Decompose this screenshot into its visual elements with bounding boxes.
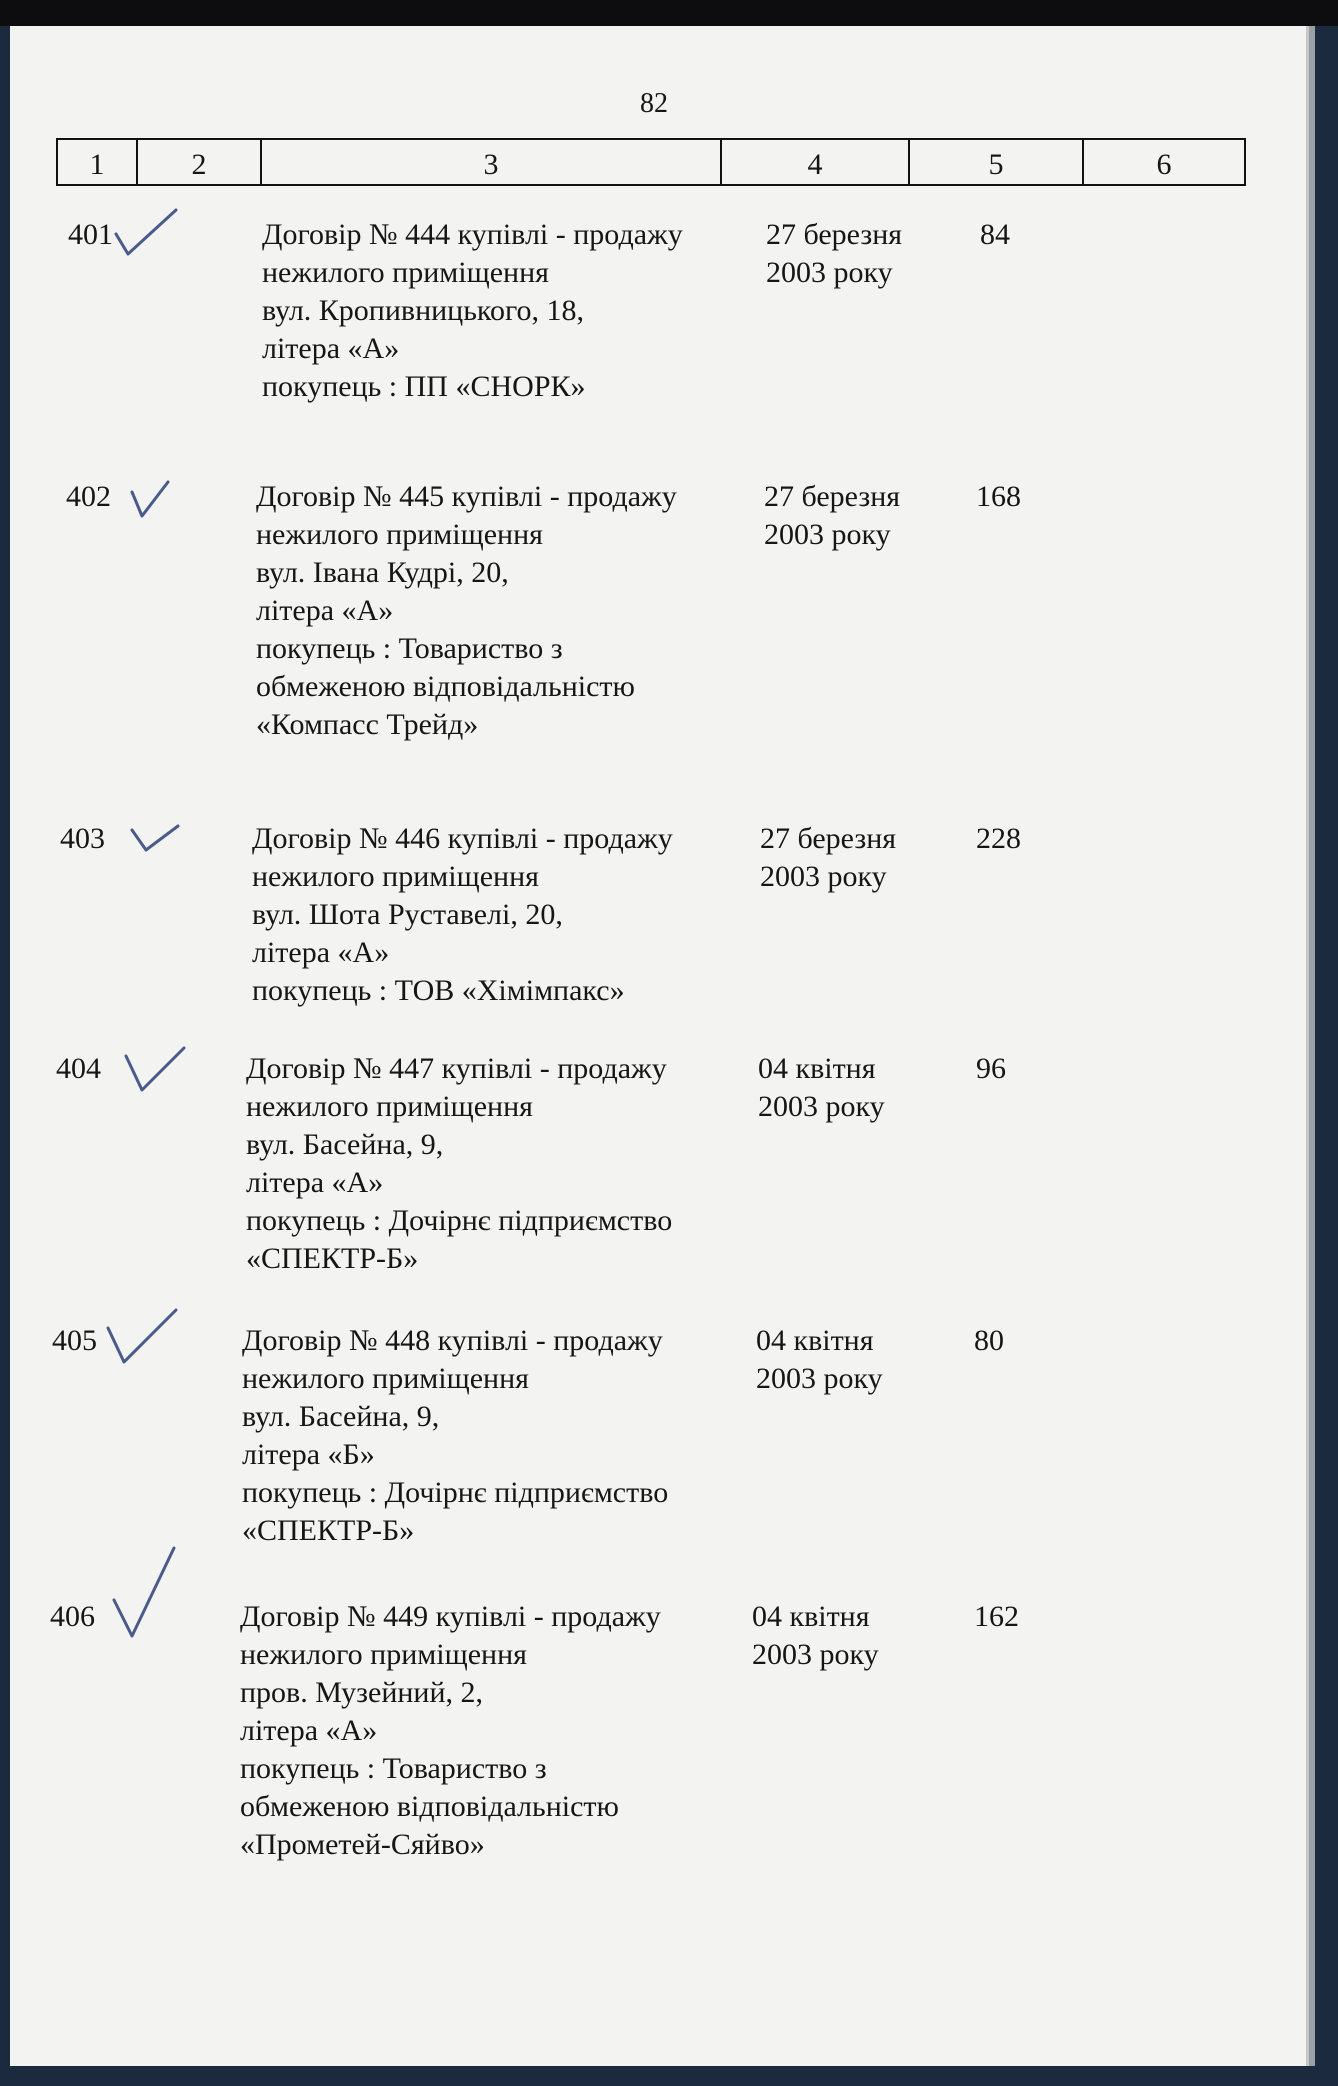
date-line: 2003 року [764,518,891,551]
description-line: нежилого приміщення [246,1090,533,1123]
document-page [10,26,1309,2066]
entry-number: 401 [68,218,113,251]
date-line: 04 квітня [752,1600,870,1633]
check-mark-icon [112,204,182,264]
entry-page-count: 228 [976,822,1021,855]
description-line: Договір № 445 купівлі - продажу [256,480,677,513]
date-line: 04 квітня [758,1052,876,1085]
column-header-4: 4 [722,140,910,184]
check-mark-icon [110,1544,180,1644]
description-line: пров. Музейний, 2, [240,1676,484,1709]
description-line: вул. Кропивницького, 18, [262,294,585,327]
entry-number: 406 [50,1600,95,1633]
description-line: покупець : ПП «СНОРК» [262,370,586,403]
description-line: «СПЕКТР-Б» [242,1514,415,1547]
entry-date [752,1598,879,1674]
date-line: 2003 року [758,1090,885,1123]
description-line: «СПЕКТР-Б» [246,1242,419,1275]
entry-number: 403 [60,822,105,855]
description-line: покупець : Дочірнє підприємство [242,1476,669,1509]
entry-page-count: 84 [980,218,1010,251]
description-line: нежилого приміщення [262,256,549,289]
description-line: «Прометей-Сяйво» [240,1828,485,1861]
description-line: літера «А» [252,936,390,969]
entry-description [242,1322,722,1550]
description-line: Договір № 446 купівлі - продажу [252,822,673,855]
date-line: 2003 року [752,1638,879,1671]
date-line: 2003 року [766,256,893,289]
column-header-6: 6 [1156,148,1172,181]
scan-top-edge [0,0,1338,26]
entry-date [766,216,902,292]
entry-page-count: 168 [976,480,1021,513]
description-line: вул. Івана Кудрі, 20, [256,556,509,589]
table-header-row [56,138,1246,186]
description-line: літера «А» [240,1714,378,1747]
description-line: покупець : Товариство з [256,632,563,665]
description-line: вул. Басейна, 9, [246,1128,444,1161]
description-line: вул. Шота Руставелі, 20, [252,898,563,931]
description-line: покупець : Дочірнє підприємство [246,1204,673,1237]
entry-page-count: 162 [974,1600,1019,1633]
description-line: «Компасс Трейд» [256,708,479,741]
entry-date [758,1050,885,1126]
description-line: літера «Б» [242,1438,375,1471]
check-mark-icon [128,478,172,524]
description-line: вул. Басейна, 9, [242,1400,440,1433]
column-header-3: 3 [262,140,722,184]
description-line: нежилого приміщення [240,1638,527,1671]
check-mark-icon [128,822,182,856]
description-line: обмеженою відповідальністю [240,1790,619,1823]
column-header-1: 1 [58,140,138,184]
description-line: літера «А» [256,594,394,627]
entry-description [256,478,736,744]
page-number: 82 [640,88,668,119]
entry-date [764,478,900,554]
date-line: 27 березня [766,218,903,251]
date-line: 27 березня [764,480,901,513]
description-line: нежилого приміщення [256,518,543,551]
column-header-2: 2 [138,140,262,184]
date-line: 2003 року [756,1362,883,1395]
check-mark-icon [122,1044,188,1098]
column-header-5: 5 [910,140,1084,184]
entry-number: 404 [56,1052,101,1085]
entry-description [240,1598,720,1864]
entry-page-count: 96 [976,1052,1006,1085]
check-mark-icon [104,1306,180,1370]
description-line: літера «А» [262,332,400,365]
entry-date [760,820,896,896]
date-line: 2003 року [760,860,887,893]
entry-date [756,1322,883,1398]
entry-description [246,1050,726,1278]
description-line: Договір № 448 купівлі - продажу [242,1324,663,1357]
date-line: 27 березня [760,822,897,855]
description-line: нежилого приміщення [242,1362,529,1395]
description-line: Договір № 444 купівлі - продажу [262,218,683,251]
description-line: Договір № 447 купівлі - продажу [246,1052,667,1085]
entry-page-count: 80 [974,1324,1004,1357]
entry-description [252,820,732,1010]
description-line: покупець : ТОВ «Хімімпакс» [252,974,625,1007]
entry-description [262,216,742,406]
entry-number: 405 [52,1324,97,1357]
description-line: обмеженою відповідальністю [256,670,635,703]
date-line: 04 квітня [756,1324,874,1357]
description-line: Договір № 449 купівлі - продажу [240,1600,661,1633]
entry-number: 402 [66,480,111,513]
description-line: літера «А» [246,1166,384,1199]
description-line: нежилого приміщення [252,860,539,893]
description-line: покупець : Товариство з [240,1752,547,1785]
